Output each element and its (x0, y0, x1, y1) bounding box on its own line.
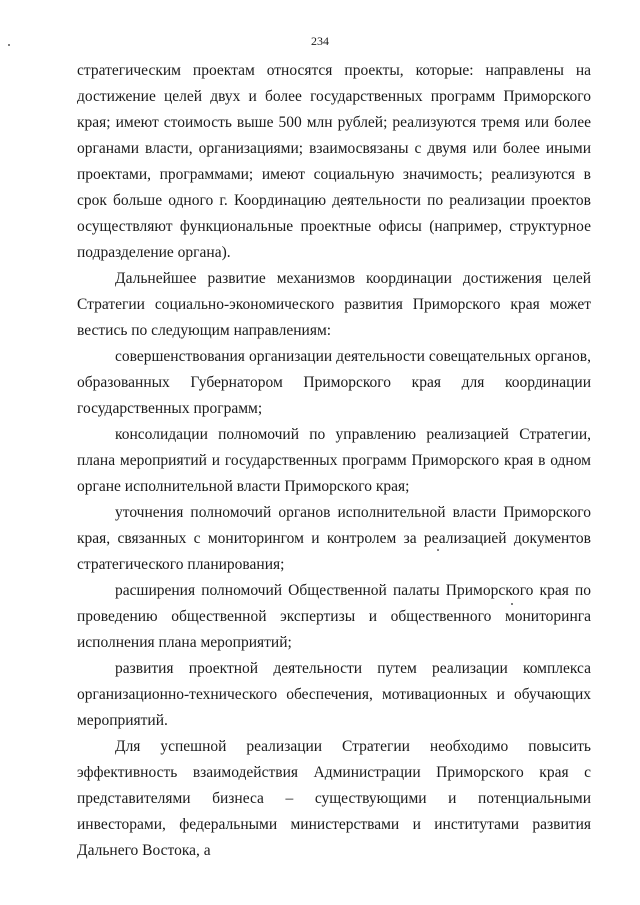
scan-speck (511, 603, 513, 605)
paragraph-business-interaction: Для успешной реализации Стратегии необходимо повысить эффективность взаимодействия Администрации Приморского края с представителями бизнеса – существующими и потенциальными инвесторами, федеральными министерствами и институтами развития Дальнего Востока, а (77, 738, 591, 859)
paragraph-coordination-mechanisms: Дальнейшее развитие механизмов координации достижения целей Стратегии социально-экономического развития Приморского края может вестись по следующим направлениям: (77, 270, 591, 339)
paragraph-item-consolidation: консолидации полномочий по управлению реализацией Стратегии, плана мероприятий и государственных программ Приморского края в одном органе исполнительной власти Приморского края; (77, 426, 591, 495)
document-body (77, 58, 591, 864)
paragraph-continuation: стратегическим проектам относятся проекты, которые: направлены на достижение целей двух и более государственных программ Приморского края; имеют стоимость выше 500 млн рублей; реализуются тремя или более органами власти, организациями; взаимосвязаны с двумя или более иными проектами, программами; имеют социальную значимость; реализуются в срок больше одного г. Координацию деятельности по реализации проектов осуществляют функциональные проектные офисы (например, структурное подразделение органа). (77, 62, 591, 261)
page-number: 234 (311, 34, 329, 48)
paragraph-item-advisory-bodies: совершенствования организации деятельности совещательных органов, образованных Губернатором Приморского края для координации государственных программ; (77, 348, 591, 417)
scan-speck (437, 549, 439, 551)
paragraph-item-project-activity: развития проектной деятельности путем реализации комплекса организационно-технического обеспечения, мотивационных и обучающих мероприятий. (77, 660, 591, 729)
scan-speck (8, 44, 10, 46)
paragraph-item-monitoring-powers: уточнения полномочий органов исполнительной власти Приморского края, связанных с мониторингом и контролем за реализацией документов стратегического планирования; (77, 504, 591, 573)
paragraph-item-public-chamber: расширения полномочий Общественной палаты Приморского края по проведению общественной экспертизы и общественного мониторинга исполнения плана мероприятий; (77, 582, 591, 651)
